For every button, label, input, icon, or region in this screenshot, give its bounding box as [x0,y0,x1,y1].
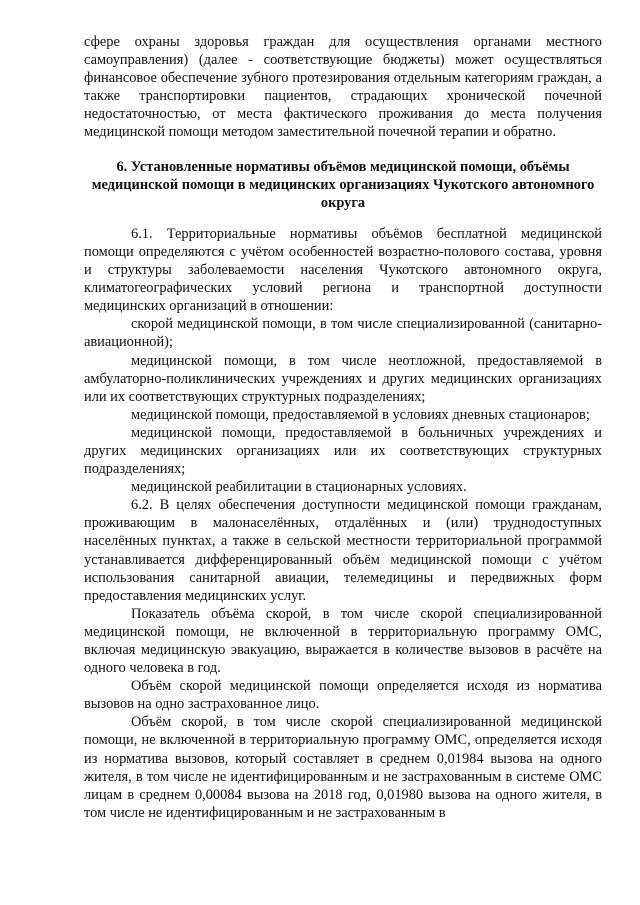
document-body [84,33,602,822]
list-item-hospital: медицинской помощи, предоставляемой в больничных учреждениях и других медицинских организациях или их соответствующих структурных подразделениях; [84,424,602,478]
list-item-rehabilitation: медицинской реабилитации в стационарных условиях. [131,479,467,496]
list-item-day-hospital: медицинской помощи, предоставляемой в условиях дневных стационаров; [131,406,590,423]
paragraph-ambulance-volume: Объём скорой медицинской помощи определяется исходя из норматива вызовов на одно застрахованное лицо. [84,678,602,713]
list-item-ambulance: скорой медицинской помощи, в том числе специализированной (санитарно-авиационной); [84,316,602,351]
paragraph-ambulance-norm: Объём скорой, в том числе скорой специализированной медицинской помощи, не включенной в территориальную программу ОМС, определяется исходя из норматива вызовов, который составляет в среднем 0,01984 вызова на одного жителя, в том числе не идентифицированным и не застрахованным в системе ОМС лицам в среднем 0,00084 вызова на 2018 год, 0,01980 вызова на одного жителя, в том числе не идентифицированным и не застрахованным в [84,714,602,821]
paragraph-6-1: 6.1. Территориальные нормативы объёмов бесплатной медицинской помощи определяются с учётом особенностей возрастно-полового состава, уровня и структуры заболеваемости населения Чукотского автономного округа, климатогеографических условий региона и транспортной доступности медицинских организаций в отношении: [84,225,602,315]
paragraph-ambulance-indicator: Показатель объёма скорой, в том числе скорой специализированной медицинской помощи, не включенной в территориальную программу ОМС, включая медицинскую эвакуацию, выражается в количестве вызовов в расчёте на одного человека в год. [84,605,602,677]
paragraph-6-2: 6.2. В целях обеспечения доступности медицинской помощи гражданам, проживающим в малонаселённых, отдалённых и (или) труднодоступных населённых пунктах, а также в сельской местности территориальной программой устанавливается дифференцированный объём медицинской помощи с учётом использования санитарной авиации, телемедицины и передвижных форм предоставления медицинских услуг. [84,497,602,604]
section-heading: 6. Установленные нормативы объёмов медицинской помощи, объёмы медицинской помощи в медицинских организациях Чукотского автономного округа [91,158,595,211]
intro-paragraph: сфере охраны здоровья граждан для осуществления органами местного самоуправления) (далее - соответствующие бюджеты) может осуществляться финансовое обеспечение зубного протезирования отдельным категориям граждан, а также транспортировки пациентов, страдающих хронической почечной недостаточностью, от места фактического проживания до места получения медицинской помощи методом заместительной почечной терапии и обратно. [84,34,602,141]
list-item-outpatient: медицинской помощи, в том числе неотложной, предоставляемой в амбулаторно-поликлинических учреждениях и других медицинских организациях или их соответствующих структурных подразделениях; [84,352,602,405]
